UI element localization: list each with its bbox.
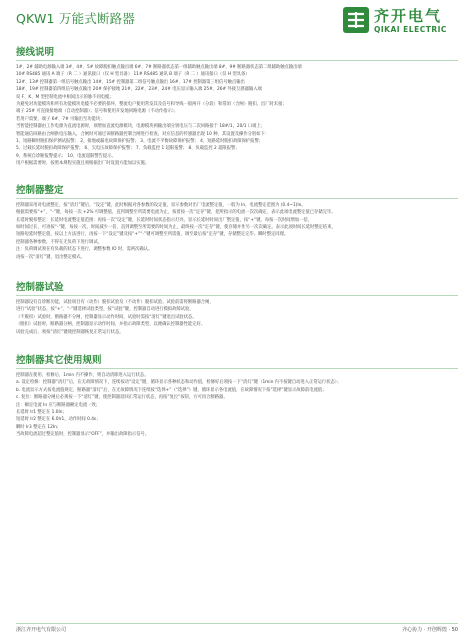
logo-mark-icon	[342, 6, 370, 34]
paragraph-line: （不脱扣）试验时，断路器不分闸，控制器显示动作时间，试验时需按“清灯”键退出试验状态。	[16, 314, 197, 320]
paragraph-line: 10# RS485 通讯 A 端子（R 二 ）通讯接口（仅 H 型具备） 11# RS485 通讯 B 端子（R 二 ）通讯接口（仅 H 型具备）	[16, 72, 250, 78]
paragraph-line: 当智能控制器由工作电源为直流电源时，须增加直流电源模块，电源模块两输出端分别电压与二次回路接于 18#/1，20/1 口端上；	[16, 124, 266, 130]
section-heading: 控制器整定	[16, 184, 64, 196]
paragraph-line: 短路短延时整定值，按以上方法进行，再按一下“设定”键及按“+”“-”键可调整至所需值，调至最后按“定存”键，存储整定完毕。瞬时整定同理。	[16, 232, 289, 238]
section-heading: 控制器其它使用规则	[16, 354, 102, 366]
paragraph-line: 长延时 Ir1 整定在 1.0In；	[16, 410, 67, 415]
paragraph-line: 进行“试验”状态，按“+”、“-”键选择试验类型，按“试验”键，控制器自动进行模拟故障试验，	[16, 307, 194, 313]
paragraph-line: 端子 25# 可直接接地端（自动控制器）；信号和使用开发地回路电源（不动作指示）；	[16, 109, 179, 115]
paragraph-line: 注：额定电流 In 应与断路器额定电流一致；	[16, 402, 101, 408]
paragraph-line: 控制器设有自诊断功能，试验项目有（动作）脱扣试验及（不动作）脱扣试验。试验前需将断路器合闸，	[16, 299, 214, 305]
section-heading: 接线说明	[16, 47, 55, 58]
paragraph-line: 控制器采用对电流整定，按“清灯”键后，“设定”键，此时根据对各参数的设定值，显示参数对出厂电流整定值，一般为 In，电流整定范围为 (0.4~1)In。	[16, 202, 306, 208]
paragraph-line: 说 F、K、M 型控制电流中相间出示的脉不同电缆；	[16, 94, 114, 100]
page-header	[0, 0, 468, 42]
paragraph-line: 若用户需要，端子 6#、7# 可输出至功能块；	[16, 116, 105, 122]
paragraph-line: 控制器各种参数，不得在无负荷下进行调试。	[16, 239, 102, 245]
paragraph-line: 9、系统自诊断报警提示； 10、电流超限警告提示。	[16, 153, 116, 159]
section-divider	[16, 368, 458, 369]
paragraph-line: 注：负荷调试须在有负载的状态下进行，调整参数 IO 时，需两次确认。	[16, 247, 153, 253]
footer-company: 浙江齐开电气有限公司	[16, 627, 67, 633]
section-3	[16, 279, 458, 336]
footer-divider	[16, 623, 458, 624]
paragraph-line: 5、过载长延时脱扣故障保护报警； 6、欠电压故障保护报警； 7、负载监控 1 超限报警； 8、负载监控 2 超限报警；	[16, 146, 240, 152]
section-divider	[16, 198, 458, 199]
footer-page-number: 齐心协力 · 开创辉煌 · 50	[402, 627, 458, 633]
document-body	[16, 44, 458, 439]
company-logo	[342, 4, 454, 38]
paragraph-line: 试验完成后，须按“清灯”键使控制器恢复正常运行状态。	[16, 329, 124, 335]
paragraph-line: （脱扣）试验时，断路器分闸，控制器显示动作时间，并指示故障类型，以便确认控制器性能完好。	[16, 322, 206, 328]
page-footer	[16, 626, 458, 636]
paragraph-line: 当故障电流超过整定值时，控制器显示“OFF”，并输出故障指示信号。	[16, 432, 150, 438]
paragraph-line: a. 设定检修：控制器“清灯”后，在无故障情况下，连续按动“设定”键，循环显示各种状态和动作值，检修好后须按一下“清灯”键（1min 内不按键自动进入正常运行状态）；	[16, 380, 342, 386]
paragraph-line: 瞬时 Ir3 整定在 12In；	[16, 424, 62, 430]
section-divider	[16, 60, 458, 61]
paragraph-line: 18#、19# 控制器第四组信号触点输出 20# 保护接地 21#、22#、23#、24# 电压显示输入端 25#、26# 外接互感器输入端	[16, 87, 262, 93]
section-heading: 控制器试验	[16, 281, 64, 293]
paragraph-line: 智能通信回路由合闸供电压输入，合闸时可通过该断路器控制合闸进行检查，对应信息的传感器出现 10 种，其设置及操作分别如下：	[16, 131, 270, 137]
section-4	[16, 352, 458, 439]
paragraph-line: 12#、13# 控制器第一组信号触点输出 14#、15# 控制器第二组信号触点输出 16#、17# 控制器第三组信号触点输出	[16, 79, 245, 85]
paragraph-line: 控制器在使用、检修后，1min 内不操作，则自动清除进入运行状态。	[16, 372, 149, 378]
paragraph-line: 根据需要按“+”、“-”键，每按一次 +2% 可调整值，直到调整至所需要电流为止，按着按一次“定存”键，把所指示的电流一次次确定，表示此项电流整定值已存储完毕。	[16, 210, 336, 216]
paragraph-line: 如时间过长，可再按“-”键，每按一次，时间减少一倍，直到调整至所需要的时间为止，最终按一次“定存”键，使存储并作另一次次确定。表示此项时间长延时整定结束，	[16, 224, 336, 230]
paragraph-line: 用户根据需要时，按照本规程实施且须根据出厂时设置方能加以实施。	[16, 161, 150, 167]
logo-english-name: QIKAI ELECTRIC	[374, 25, 447, 34]
logo-chinese-name: 齐开电气	[374, 7, 443, 25]
paragraph-line: 1、短路瞬时脱扣保护测试报警； 2、接地或漏电故障保护报警； 3、电流不平衡故障保护报警； 4、短路延时脱扣故障保护报警；	[16, 139, 264, 145]
paragraph-line: 1#、2# 辅助电源输入端 3#、4#、5# 故障脱扣触点输出端 6#、7# 断路器状态第一组辅助触点输出端 8#、9# 断路器状态第二组辅助触点输出端	[16, 65, 302, 70]
paragraph-line: b. 电流显示方式按电流值规定，断路器“清灯”后，在无故障情况下连续按“选择+”（“选择”）键，循环显示各电流值，在故障情况下按“选择”键显示故障前电流值；	[16, 387, 327, 393]
paragraph-line: 长延时脱扣整定：长延时电流整定值范围：再按一次“设定”键，长延时时间状态指示灯亮，显示长延时时间出厂整定值，按“+”键，每按一次时间增加一倍，	[16, 217, 313, 223]
paragraph-line: 短延时 Ir2 整定在 6.0Ir1，动作时间 0.4s；	[16, 417, 101, 423]
section-1	[16, 44, 458, 168]
paragraph-line: c. 复位：断路器分闸后必须按一下“清灯”键，使控制器返回正常运行状态，再按“复位”按钮，方可再合断路器。	[16, 395, 228, 401]
section-divider	[16, 295, 458, 296]
paragraph-line: 再按一次“清灯”键，退出整定模式。	[16, 254, 85, 260]
section-2	[16, 182, 458, 261]
document-title: QKW1 万能式断路器	[16, 11, 136, 26]
paragraph-line: 为避免对功能模块和所有功能模块电缆不必要的损坏，整流电户使用常发其及信号和导线一般两开（分段）和常闭（合闸）脱扣，出厂时未接；	[16, 102, 287, 108]
